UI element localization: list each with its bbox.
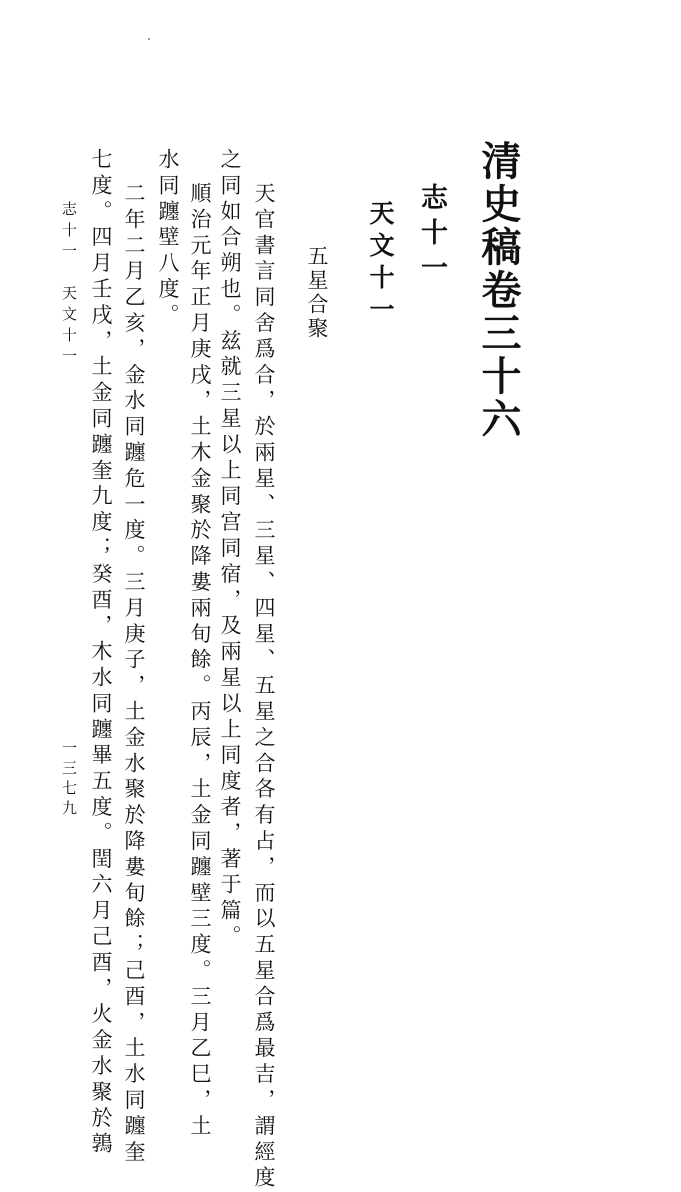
body-line-6: 七度。四月壬戌，土金同躔奎九度；癸酉，木水同躔畢五度。閏六月己酉，火金水聚於鶉 [89, 148, 113, 1159]
section-heading: 天文十一 [366, 200, 395, 328]
body-line-2: 之同如合朔也。兹就三星以上同宫同宿，及兩星以上同度者，著于篇。 [218, 148, 242, 951]
juan-heading: 志十一 [416, 183, 447, 288]
page-number: 一三七九 [60, 740, 78, 820]
body-line-5: 二年二月乙亥，金水同躔危一度。三月庚子，土金水聚於降婁旬餘；己酉，土水同躔奎 [122, 182, 146, 1167]
running-head: 志十一 天文十一 [60, 201, 78, 369]
book-title: 清史稿卷三十六 [475, 140, 522, 441]
body-line-4: 水同躔壁八度。 [156, 148, 180, 330]
body-line-3: 順治元年正月庚戌，土木金聚於降婁兩旬餘。丙辰，土金同躔壁三度。三月乙巳，土 [188, 182, 212, 1141]
subsection-heading: 五星合聚 [305, 245, 329, 341]
body-line-1: 天官書言同舍爲合，於兩星、三星、四星、五星之合各有占，而以五星合爲最吉，謂經度 [252, 182, 276, 1192]
scan-mark [148, 38, 150, 40]
